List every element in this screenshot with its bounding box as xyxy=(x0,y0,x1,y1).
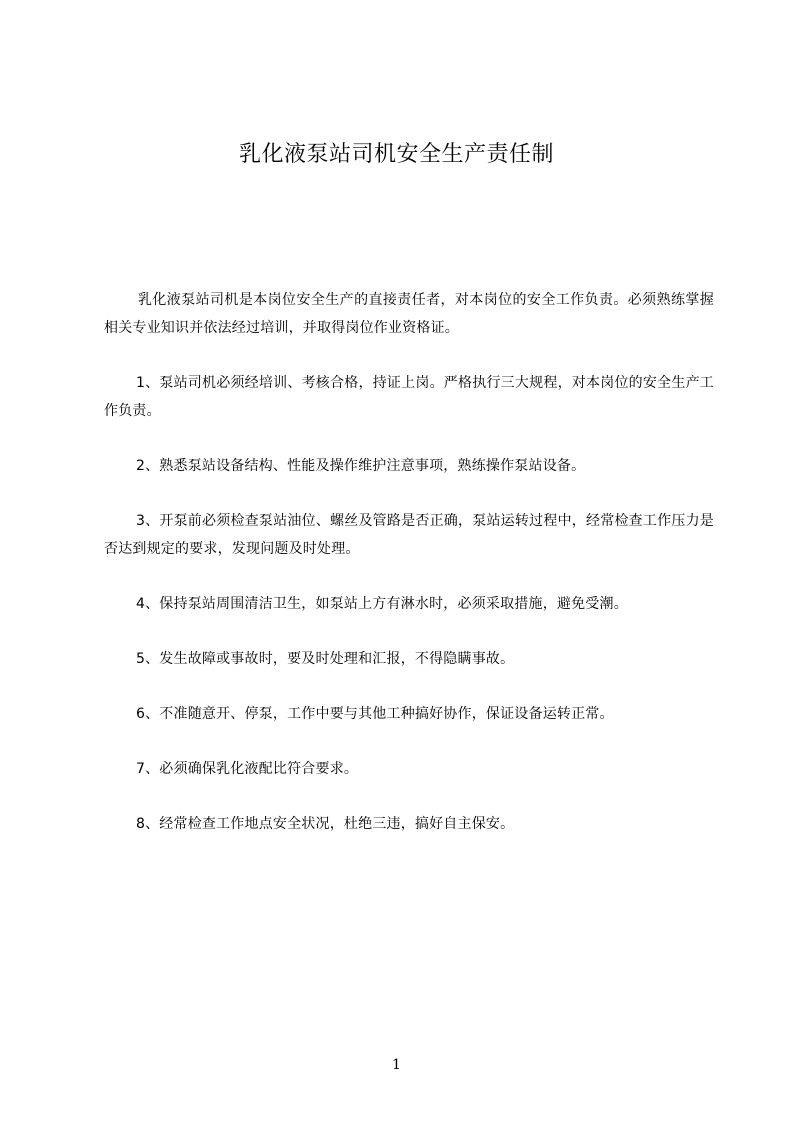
document-title: 乳化液泵站司机安全生产责任制 xyxy=(238,142,554,167)
responsibility-item-7: 7、必须确保乳化液配比符合要求。 xyxy=(136,761,359,777)
responsibility-item-1: 1、泵站司机必须经培训、考核合格，持证上岗。严格执行三大规程，对本岗位的安全生产工作负责。 xyxy=(104,375,714,419)
intro-paragraph: 乳化液泵站司机是本岗位安全生产的直接责任者，对本岗位的安全工作负责。必须熟练掌握相关专业知识并依法经过培训，并取得岗位作业资格证。 xyxy=(104,292,714,336)
page-number: 1 xyxy=(392,1057,401,1073)
responsibility-item-3: 3、开泵前必须检查泵站油位、螺丝及管路是否正确，泵站运转过程中，经常检查工作压力是否达到规定的要求，发现问题及时处理。 xyxy=(104,513,714,557)
responsibility-item-2: 2、熟悉泵站设备结构、性能及操作维护注意事项，熟练操作泵站设备。 xyxy=(136,458,586,474)
responsibility-item-4: 4、保持泵站周围清洁卫生，如泵站上方有淋水时，必须采取措施，避免受潮。 xyxy=(136,596,628,612)
responsibility-item-5: 5、发生故障或事故时，要及时处理和汇报，不得隐瞒事故。 xyxy=(136,651,515,667)
responsibility-item-8: 8、经常检查工作地点安全状况，杜绝三违，搞好自主保安。 xyxy=(136,816,515,832)
responsibility-item-6: 6、不准随意开、停泵，工作中要与其他工种搞好协作，保证设备运转正常。 xyxy=(136,706,614,722)
document-body xyxy=(104,286,714,838)
